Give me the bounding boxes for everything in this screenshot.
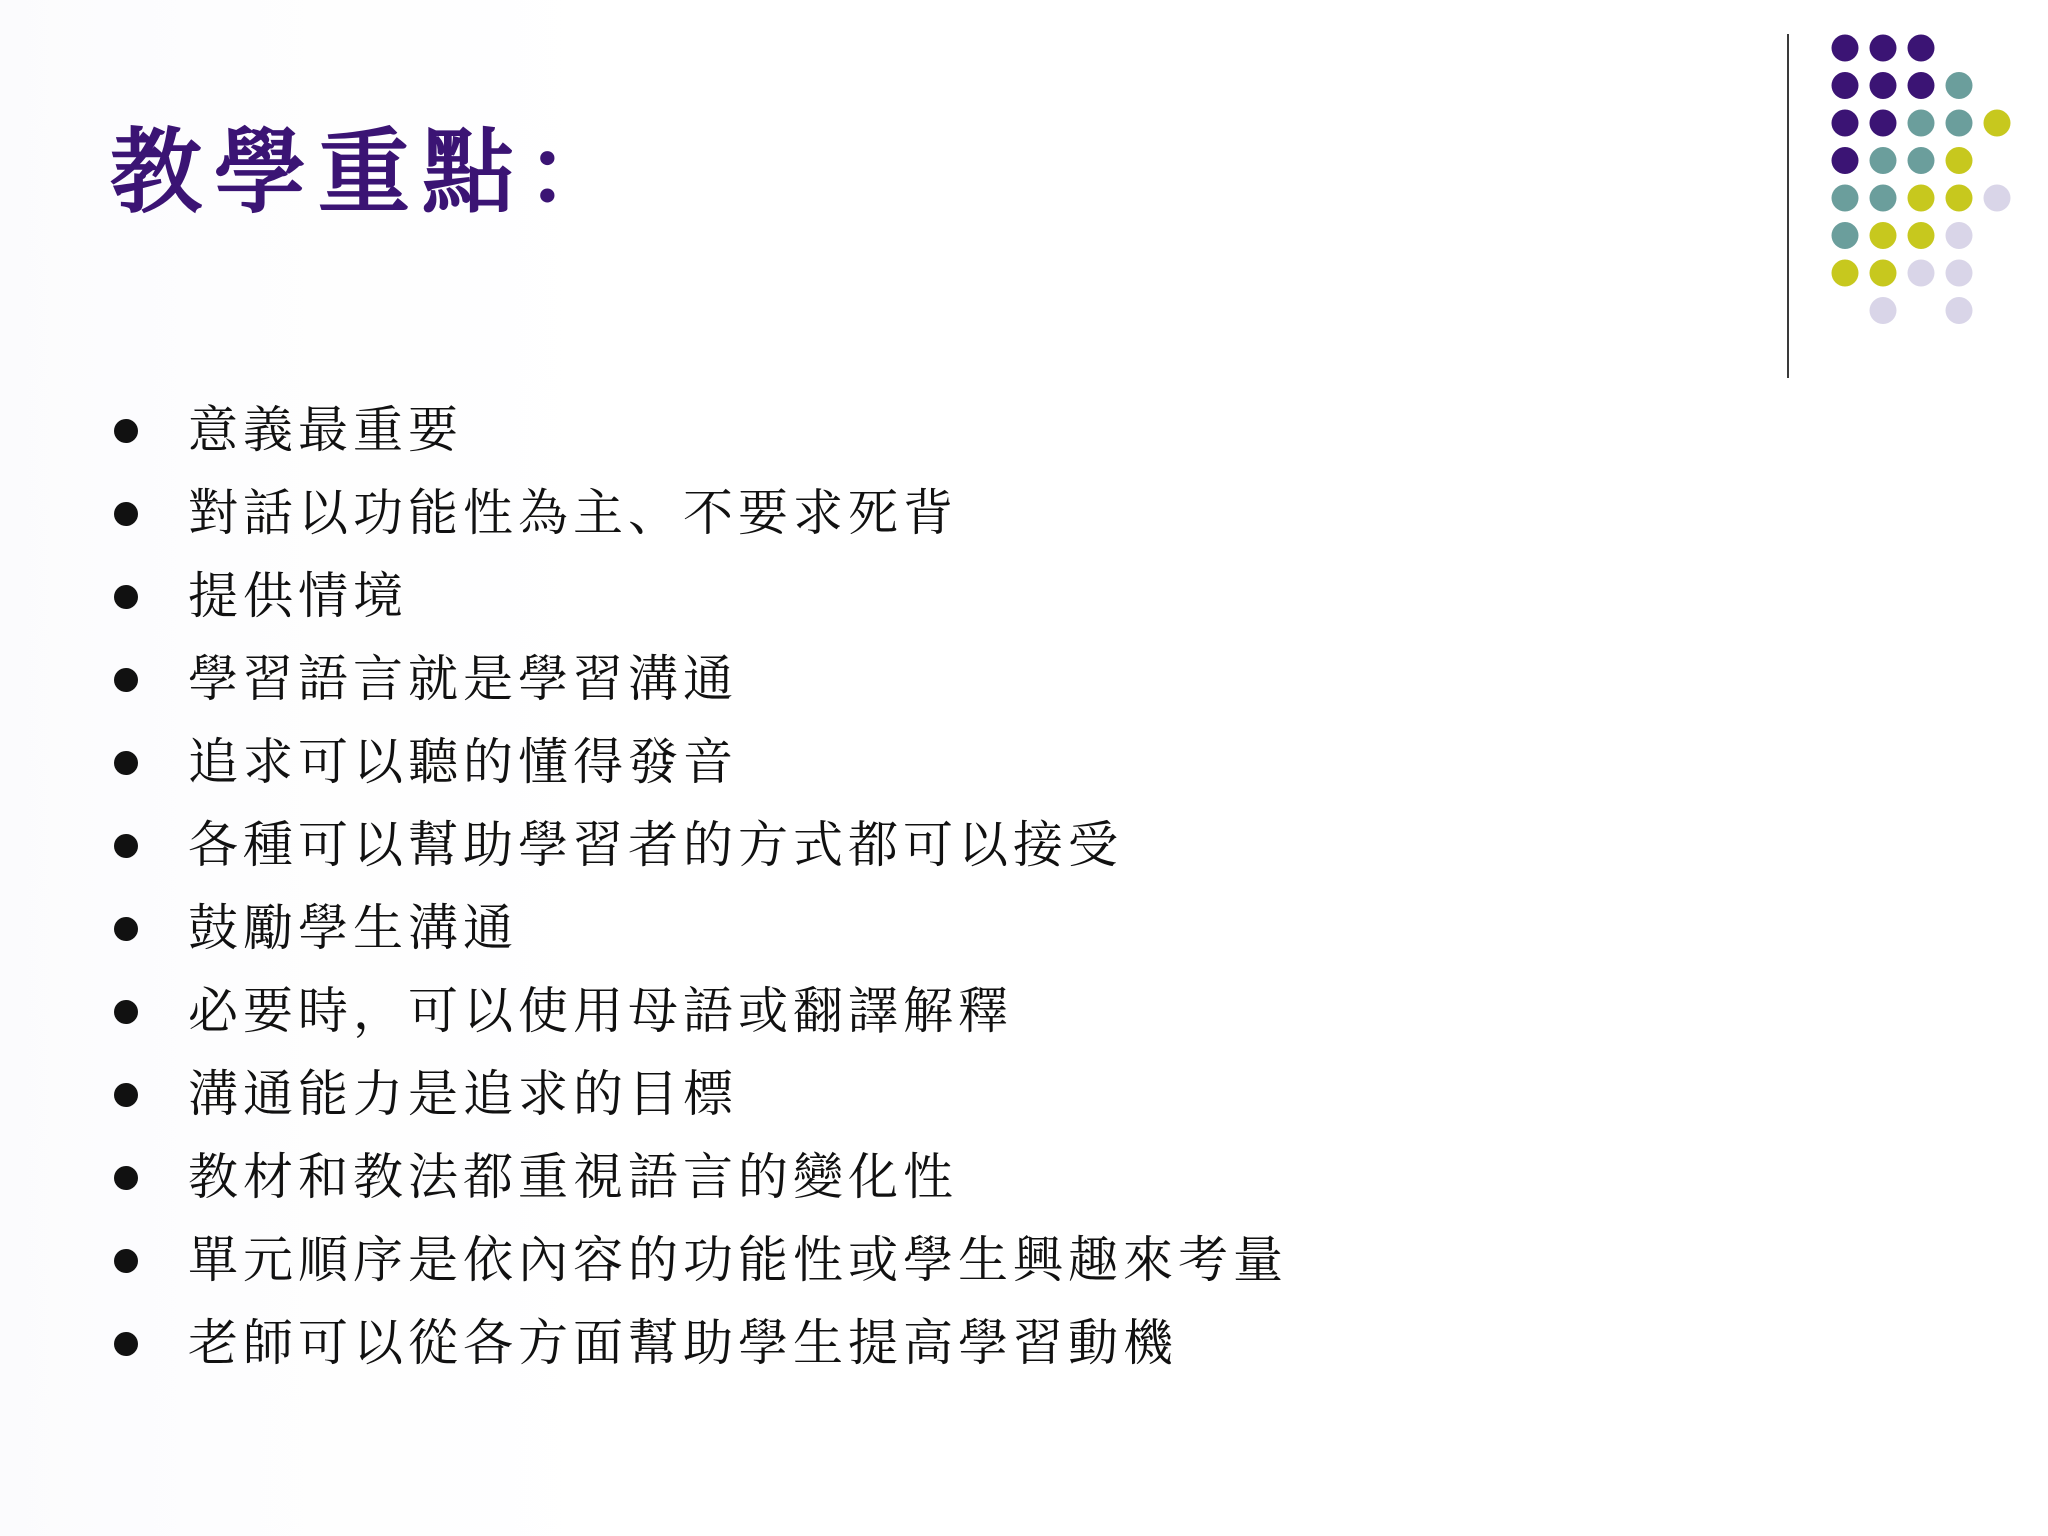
- bullet-item-11: [110, 1219, 1710, 1302]
- decorative-dot: [1946, 260, 1973, 287]
- slide-title: 教學重點：: [110, 119, 631, 226]
- bullet-text-6: 各種可以幫助學習者的方式都可以接受: [188, 816, 1123, 874]
- decorative-dot: [1870, 35, 1897, 62]
- decorative-dot: [1832, 222, 1859, 249]
- decorative-dot: [1870, 147, 1897, 174]
- bullet-item-3: [110, 555, 1710, 638]
- bullet-text-2: 對話以功能性為主、不要求死背: [188, 484, 958, 542]
- decorative-dot: [1908, 35, 1935, 62]
- bullet-text-3: 提供情境: [188, 567, 408, 625]
- bullet-dot-icon: [114, 1249, 138, 1273]
- bullet-item-5: [110, 721, 1710, 804]
- bullet-item-4: [110, 638, 1710, 721]
- bullet-text-10: 教材和教法都重視語言的變化性: [188, 1148, 958, 1206]
- bullet-dot-icon: [114, 917, 138, 941]
- decorative-dot: [1908, 110, 1935, 137]
- bullet-item-8: [110, 970, 1710, 1053]
- decorative-dot: [1984, 185, 2011, 212]
- decorative-dot: [1946, 147, 1973, 174]
- decorative-dot: [1832, 260, 1859, 287]
- bullet-text-1: 意義最重要: [188, 401, 463, 459]
- bullet-item-6: [110, 804, 1710, 887]
- decorative-dot: [1946, 110, 1973, 137]
- decorative-dot: [1908, 260, 1935, 287]
- bullet-dot-icon: [114, 834, 138, 858]
- bullet-text-9: 溝通能力是追求的目標: [188, 1065, 738, 1123]
- bullet-text-12: 老師可以從各方面幫助學生提高學習動機: [188, 1314, 1178, 1372]
- decorative-dot: [1832, 185, 1859, 212]
- bullet-dot-icon: [114, 1332, 138, 1356]
- decorative-dot: [1870, 72, 1897, 99]
- decorative-dot: [1832, 147, 1859, 174]
- decorative-dot: [1908, 222, 1935, 249]
- decorative-dot: [1908, 185, 1935, 212]
- decorative-dot: [1870, 185, 1897, 212]
- bullet-dot-icon: [114, 751, 138, 775]
- decorative-dot: [1870, 297, 1897, 324]
- bullet-text-5: 追求可以聽的懂得發音: [188, 733, 738, 791]
- bullet-dot-icon: [114, 419, 138, 443]
- bullet-item-1: [110, 389, 1710, 472]
- decorative-dot: [1832, 35, 1859, 62]
- bullet-item-2: [110, 472, 1710, 555]
- decorative-dot: [1946, 72, 1973, 99]
- bullet-item-12: [110, 1302, 1710, 1385]
- bullet-item-9: [110, 1053, 1710, 1136]
- bullet-dot-icon: [114, 668, 138, 692]
- decorative-dot: [1984, 110, 2011, 137]
- decorative-dot: [1870, 222, 1897, 249]
- bullet-dot-icon: [114, 585, 138, 609]
- bullet-text-4: 學習語言就是學習溝通: [188, 650, 738, 708]
- decorative-dot: [1946, 185, 1973, 212]
- bullet-text-8: 必要時，可以使用母語或翻譯解釋: [188, 982, 1013, 1040]
- decorative-dot: [1832, 72, 1859, 99]
- decorative-dot: [1908, 147, 1935, 174]
- decorative-dot: [1870, 110, 1897, 137]
- bullet-list: [110, 389, 1710, 1385]
- decorative-dot: [1946, 297, 1973, 324]
- bullet-dot-icon: [114, 502, 138, 526]
- bullet-text-11: 單元順序是依內容的功能性或學生興趣來考量: [188, 1231, 1288, 1289]
- decorative-dot: [1832, 110, 1859, 137]
- decorative-dot: [1870, 260, 1897, 287]
- decorative-dot: [1908, 72, 1935, 99]
- bullet-item-7: [110, 887, 1710, 970]
- bullet-text-7: 鼓勵學生溝通: [188, 899, 518, 957]
- bullet-item-10: [110, 1136, 1710, 1219]
- vertical-divider: [1787, 34, 1789, 378]
- bullet-dot-icon: [114, 1166, 138, 1190]
- bullet-dot-icon: [114, 1083, 138, 1107]
- decorative-dot: [1946, 222, 1973, 249]
- bullet-dot-icon: [114, 1000, 138, 1024]
